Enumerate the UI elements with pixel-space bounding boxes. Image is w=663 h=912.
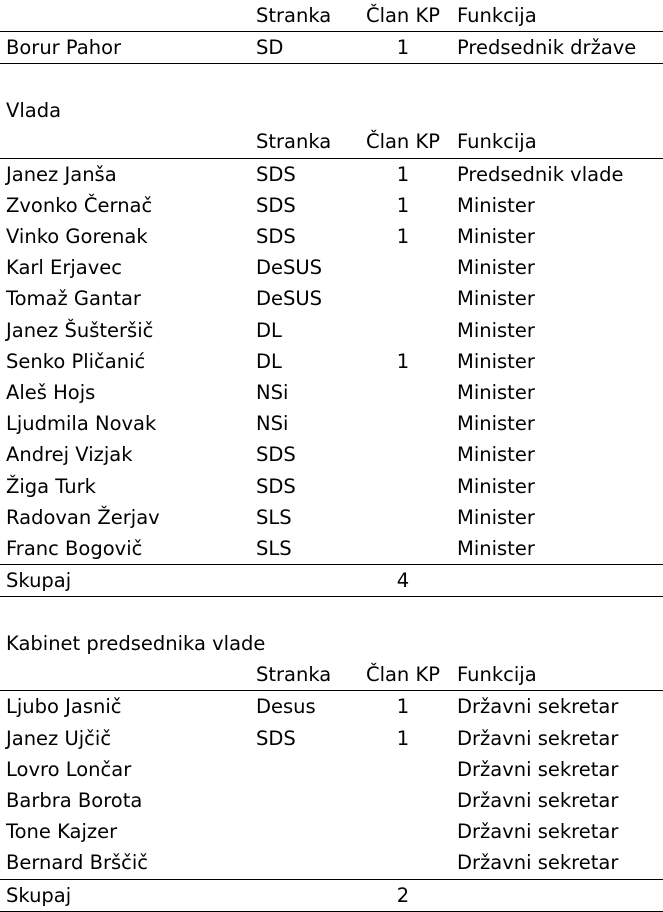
cabinet-function[interactable]: Državni sekretar: [457, 820, 619, 844]
government-row: [0, 346, 663, 377]
header-kp[interactable]: Član KP: [355, 126, 451, 158]
cabinet-kp[interactable]: 1: [396, 726, 410, 750]
cabinet-kp[interactable]: [355, 816, 451, 847]
government-row: [0, 533, 663, 564]
cell[interactable]: [0, 0, 250, 32]
government-kp[interactable]: [355, 377, 451, 408]
government-total-row: [0, 565, 663, 597]
government-name[interactable]: Andrej Vizjak: [6, 443, 133, 467]
government-party[interactable]: SDS: [256, 193, 296, 217]
government-party[interactable]: SDS: [256, 162, 296, 186]
cabinet-function[interactable]: Državni sekretar: [457, 789, 619, 813]
government-row: [0, 377, 663, 408]
government-row: [0, 252, 663, 283]
cabinet-function[interactable]: Državni sekretar: [457, 726, 619, 750]
government-kp[interactable]: [355, 252, 451, 283]
cabinet-name[interactable]: Tone Kajzer: [6, 820, 118, 844]
government-total-label[interactable]: Skupaj: [0, 565, 250, 597]
government-name[interactable]: Žiga Turk: [6, 474, 96, 498]
government-row: [0, 158, 663, 190]
government-total[interactable]: 4: [355, 565, 451, 597]
government-row: [0, 471, 663, 502]
government-name[interactable]: Zvonko Černač: [6, 193, 153, 217]
header-row: [0, 0, 663, 32]
header-party[interactable]: Stranka: [250, 659, 355, 691]
cabinet-name[interactable]: Bernard Brščič: [6, 851, 149, 875]
header-party[interactable]: Stranka: [250, 126, 355, 158]
government-function[interactable]: Minister: [457, 505, 535, 529]
government-row: [0, 408, 663, 439]
government-party[interactable]: DL: [256, 349, 282, 373]
government-party[interactable]: SLS: [256, 536, 292, 560]
cabinet-function[interactable]: Državni sekretar: [457, 757, 619, 781]
cabinet-total-row: [0, 879, 663, 911]
cabinet-party[interactable]: [250, 785, 355, 816]
government-function[interactable]: Predsednik vlade: [457, 162, 624, 186]
government-function[interactable]: Minister: [457, 349, 535, 373]
president-kp[interactable]: 1: [355, 32, 451, 64]
government-function[interactable]: Minister: [457, 193, 535, 217]
government-name[interactable]: Radovan Žerjav: [6, 505, 160, 529]
cabinet-row: [0, 691, 663, 723]
government-kp[interactable]: [355, 502, 451, 533]
government-function[interactable]: Minister: [457, 380, 535, 404]
cabinet-party[interactable]: [250, 754, 355, 785]
government-title[interactable]: Vlada: [6, 99, 62, 123]
government-party[interactable]: SDS: [256, 443, 296, 467]
government-row: [0, 502, 663, 533]
government-function[interactable]: Minister: [457, 474, 535, 498]
government-party[interactable]: DL: [256, 318, 282, 342]
government-name[interactable]: Janez Janša: [6, 162, 117, 186]
cabinet-name[interactable]: Ljubo Jasnič: [6, 695, 122, 719]
cabinet-title-row: [0, 628, 663, 659]
cabinet-row: [0, 847, 663, 879]
government-function[interactable]: Minister: [457, 224, 535, 248]
government-name[interactable]: Karl Erjavec: [6, 256, 122, 280]
header-kp[interactable]: Član KP: [355, 659, 451, 691]
government-name[interactable]: Senko Pličanić: [6, 349, 146, 373]
cabinet-row: [0, 754, 663, 785]
government-title-row: [0, 95, 663, 126]
government-kp[interactable]: [355, 283, 451, 314]
header-row: [0, 659, 663, 691]
government-kp[interactable]: [355, 533, 451, 564]
government-name[interactable]: Tomaž Gantar: [6, 287, 141, 311]
government-function[interactable]: Minister: [457, 256, 535, 280]
cabinet-kp[interactable]: [355, 754, 451, 785]
government-party[interactable]: SDS: [256, 474, 296, 498]
government-function[interactable]: Minister: [457, 318, 535, 342]
cabinet-title[interactable]: Kabinet predsednika vlade: [6, 632, 266, 656]
government-name[interactable]: Franc Bogovič: [6, 536, 143, 560]
government-row: [0, 315, 663, 346]
cabinet-party[interactable]: SDS: [256, 726, 296, 750]
cabinet-party[interactable]: Desus: [256, 695, 316, 719]
header-party[interactable]: Stranka: [250, 0, 355, 32]
government-party[interactable]: NSi: [256, 380, 289, 404]
government-kp[interactable]: [355, 408, 451, 439]
government-row: [0, 439, 663, 470]
empty-row: [0, 597, 663, 628]
president-function[interactable]: Predsednik države: [451, 32, 663, 64]
cabinet-total-label[interactable]: Skupaj: [0, 879, 250, 911]
government-kp[interactable]: [355, 471, 451, 502]
government-function[interactable]: Minister: [457, 443, 535, 467]
header-row: [0, 126, 663, 158]
government-party[interactable]: NSi: [256, 412, 289, 436]
government-party[interactable]: DeSUS: [256, 287, 323, 311]
government-name[interactable]: Ljudmila Novak: [6, 412, 157, 436]
cabinet-function[interactable]: Državni sekretar: [457, 695, 619, 719]
government-name[interactable]: Janez Šušteršič: [6, 318, 154, 342]
cabinet-party[interactable]: [250, 847, 355, 879]
cell[interactable]: [0, 126, 250, 158]
government-row: [0, 221, 663, 252]
president-row: [0, 32, 663, 64]
government-kp[interactable]: 1: [396, 162, 410, 186]
government-kp[interactable]: 1: [396, 224, 410, 248]
government-function[interactable]: Minister: [457, 287, 535, 311]
cabinet-party[interactable]: [250, 816, 355, 847]
empty-row: [0, 64, 663, 95]
government-kp[interactable]: [355, 315, 451, 346]
government-name[interactable]: Aleš Hojs: [6, 380, 96, 404]
header-kp[interactable]: Član KP: [355, 0, 451, 32]
government-row: [0, 190, 663, 221]
government-function[interactable]: Minister: [457, 536, 535, 560]
cabinet-row: [0, 723, 663, 754]
header-function[interactable]: Funkcija: [451, 126, 663, 158]
president-name[interactable]: Borur Pahor: [0, 32, 250, 64]
cabinet-total[interactable]: 2: [355, 879, 451, 911]
government-kp[interactable]: [355, 439, 451, 470]
cabinet-kp[interactable]: [355, 785, 451, 816]
cabinet-name[interactable]: Janez Ujčič: [6, 726, 112, 750]
government-kp[interactable]: 1: [396, 349, 410, 373]
cabinet-kp[interactable]: [355, 847, 451, 879]
cabinet-name[interactable]: Barbra Borota: [6, 789, 143, 813]
cabinet-row: [0, 816, 663, 847]
president-party[interactable]: SD: [250, 32, 355, 64]
government-party[interactable]: SDS: [256, 224, 296, 248]
government-row: [0, 283, 663, 314]
spreadsheet-table-lower: [0, 564, 663, 912]
government-function[interactable]: Minister: [457, 412, 535, 436]
cabinet-function[interactable]: Državni sekretar: [457, 851, 619, 875]
header-function[interactable]: Funkcija: [451, 0, 663, 32]
header-function[interactable]: Funkcija: [451, 659, 663, 691]
cabinet-kp[interactable]: 1: [396, 695, 410, 719]
government-name[interactable]: Vinko Gorenak: [6, 224, 148, 248]
government-party[interactable]: DeSUS: [256, 256, 323, 280]
cabinet-name[interactable]: Lovro Lončar: [6, 757, 132, 781]
government-party[interactable]: SLS: [256, 505, 292, 529]
government-kp[interactable]: 1: [396, 193, 410, 217]
cabinet-row: [0, 785, 663, 816]
